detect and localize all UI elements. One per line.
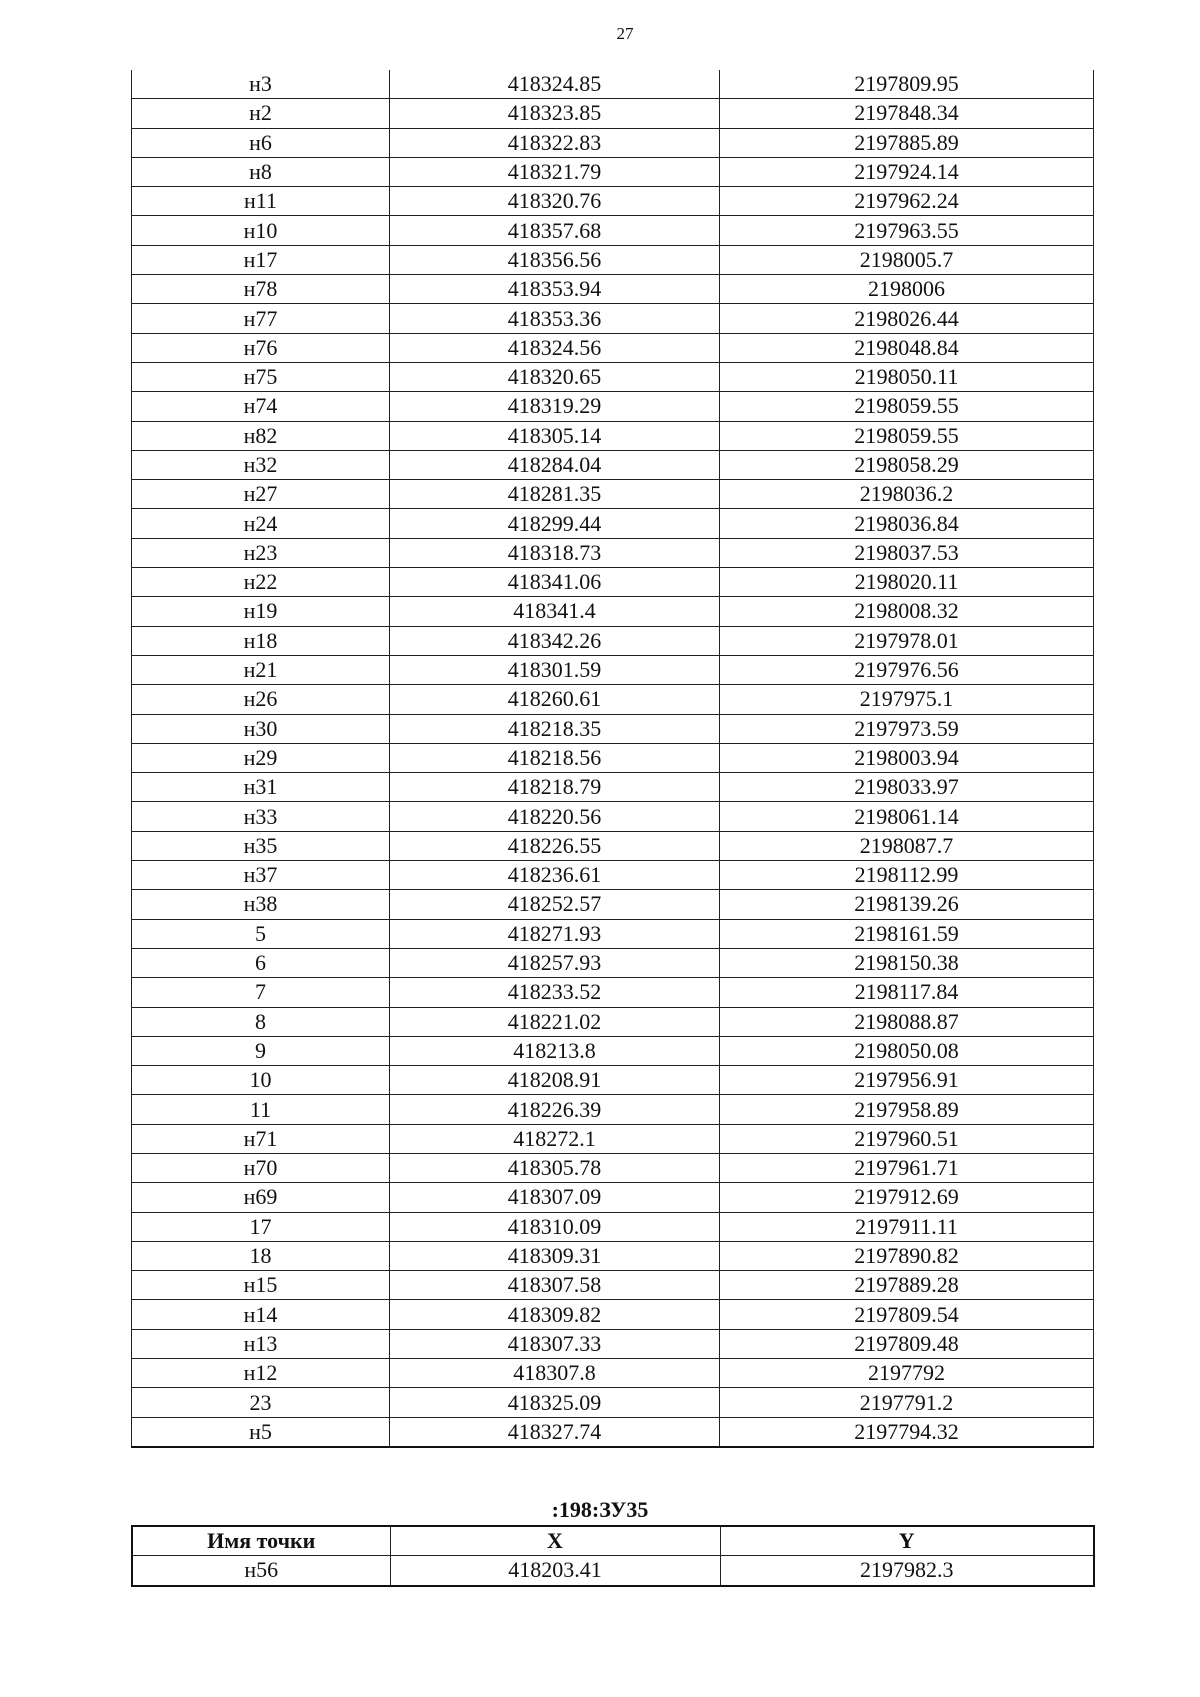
point-name-cell: н82	[132, 421, 390, 450]
table-row	[132, 1124, 1094, 1153]
x-coordinate-cell: 418257.93	[390, 948, 720, 977]
x-coordinate-cell: 418327.74	[390, 1417, 720, 1447]
y-coordinate-cell: 2197978.01	[720, 626, 1094, 655]
point-name-cell: н33	[132, 802, 390, 831]
x-coordinate-cell: 418322.83	[390, 128, 720, 157]
x-coordinate-cell: 418309.31	[390, 1241, 720, 1270]
y-coordinate-cell: 2197912.69	[720, 1183, 1094, 1212]
x-coordinate-cell: 418353.94	[390, 275, 720, 304]
point-name-cell: н69	[132, 1183, 390, 1212]
header-point-name: Имя точки	[132, 1526, 390, 1556]
y-coordinate-cell: 2197962.24	[720, 187, 1094, 216]
point-name-cell: н71	[132, 1124, 390, 1153]
point-name-cell: н3	[132, 70, 390, 99]
x-coordinate-cell: 418305.14	[390, 421, 720, 450]
table-row	[132, 509, 1094, 538]
point-name-cell: н22	[132, 568, 390, 597]
table-row	[132, 1241, 1094, 1270]
point-name-cell: 6	[132, 948, 390, 977]
table-row	[132, 773, 1094, 802]
table-row	[132, 568, 1094, 597]
point-name-cell: 9	[132, 1036, 390, 1065]
y-coordinate-cell: 2198112.99	[720, 861, 1094, 890]
x-coordinate-cell: 418299.44	[390, 509, 720, 538]
point-name-cell: 18	[132, 1241, 390, 1270]
y-coordinate-cell: 2198006	[720, 275, 1094, 304]
table-row	[132, 1359, 1094, 1388]
table-row	[132, 978, 1094, 1007]
y-coordinate-cell: 2197889.28	[720, 1271, 1094, 1300]
x-coordinate-cell: 418208.91	[390, 1066, 720, 1095]
table-row	[132, 743, 1094, 772]
header-x: X	[390, 1526, 720, 1556]
y-coordinate-cell: 2198020.11	[720, 568, 1094, 597]
y-coordinate-cell: 2198117.84	[720, 978, 1094, 1007]
point-name-cell: н76	[132, 333, 390, 362]
point-name-cell: н19	[132, 597, 390, 626]
table-row	[132, 1095, 1094, 1124]
table-row	[132, 1271, 1094, 1300]
x-coordinate-cell: 418307.58	[390, 1271, 720, 1300]
y-coordinate-cell: 2198059.55	[720, 421, 1094, 450]
table-row	[132, 1329, 1094, 1358]
x-coordinate-cell: 418203.41	[390, 1556, 720, 1586]
table-row	[132, 450, 1094, 479]
x-coordinate-cell: 418284.04	[390, 450, 720, 479]
point-name-cell: н31	[132, 773, 390, 802]
table-row	[132, 216, 1094, 245]
x-coordinate-cell: 418272.1	[390, 1124, 720, 1153]
y-coordinate-cell: 2197958.89	[720, 1095, 1094, 1124]
point-name-cell: 8	[132, 1007, 390, 1036]
y-coordinate-cell: 2198088.87	[720, 1007, 1094, 1036]
x-coordinate-cell: 418323.85	[390, 99, 720, 128]
x-coordinate-cell: 418307.09	[390, 1183, 720, 1212]
x-coordinate-cell: 418281.35	[390, 480, 720, 509]
x-coordinate-cell: 418221.02	[390, 1007, 720, 1036]
y-coordinate-cell: 2197809.54	[720, 1300, 1094, 1329]
y-coordinate-cell: 2198033.97	[720, 773, 1094, 802]
x-coordinate-cell: 418324.85	[390, 70, 720, 99]
y-coordinate-cell: 2197809.95	[720, 70, 1094, 99]
point-name-cell: н74	[132, 392, 390, 421]
x-coordinate-cell: 418341.4	[390, 597, 720, 626]
table-row	[132, 1417, 1094, 1447]
x-coordinate-cell: 418357.68	[390, 216, 720, 245]
x-coordinate-cell: 418321.79	[390, 157, 720, 186]
point-name-cell: н2	[132, 99, 390, 128]
y-coordinate-cell: 2198036.84	[720, 509, 1094, 538]
x-coordinate-cell: 418341.06	[390, 568, 720, 597]
y-coordinate-cell: 2198058.29	[720, 450, 1094, 479]
point-name-cell: 5	[132, 919, 390, 948]
point-name-cell: н13	[132, 1329, 390, 1358]
point-name-cell: н26	[132, 685, 390, 714]
y-coordinate-cell: 2197976.56	[720, 655, 1094, 684]
x-coordinate-cell: 418236.61	[390, 861, 720, 890]
x-coordinate-cell: 418271.93	[390, 919, 720, 948]
y-coordinate-cell: 2197960.51	[720, 1124, 1094, 1153]
point-name-cell: н37	[132, 861, 390, 890]
table-row	[132, 655, 1094, 684]
table-row	[132, 245, 1094, 274]
table-row	[132, 362, 1094, 391]
table-row	[132, 714, 1094, 743]
x-coordinate-cell: 418356.56	[390, 245, 720, 274]
x-coordinate-cell: 418310.09	[390, 1212, 720, 1241]
table-row	[132, 128, 1094, 157]
x-coordinate-cell: 418318.73	[390, 538, 720, 567]
table-row	[132, 1556, 1094, 1586]
y-coordinate-cell: 2198139.26	[720, 890, 1094, 919]
point-name-cell: н18	[132, 626, 390, 655]
x-coordinate-cell: 418307.8	[390, 1359, 720, 1388]
y-coordinate-cell: 2198059.55	[720, 392, 1094, 421]
y-coordinate-cell: 2198161.59	[720, 919, 1094, 948]
table-row	[132, 831, 1094, 860]
table-row	[132, 99, 1094, 128]
x-coordinate-cell: 418342.26	[390, 626, 720, 655]
y-coordinate-cell: 2197885.89	[720, 128, 1094, 157]
table-row	[132, 685, 1094, 714]
y-coordinate-cell: 2197791.2	[720, 1388, 1094, 1417]
point-name-cell: н78	[132, 275, 390, 304]
table-row	[132, 392, 1094, 421]
table-row	[132, 275, 1094, 304]
point-name-cell: н24	[132, 509, 390, 538]
y-coordinate-cell: 2198005.7	[720, 245, 1094, 274]
y-coordinate-cell: 2198087.7	[720, 831, 1094, 860]
x-coordinate-cell: 418218.56	[390, 743, 720, 772]
point-name-cell: н77	[132, 304, 390, 333]
y-coordinate-cell: 2198036.2	[720, 480, 1094, 509]
table-row	[132, 421, 1094, 450]
point-name-cell: н35	[132, 831, 390, 860]
point-name-cell: н29	[132, 743, 390, 772]
table-row	[132, 948, 1094, 977]
y-coordinate-cell: 2197794.32	[720, 1417, 1094, 1447]
coordinates-table-2	[131, 1525, 1095, 1587]
point-name-cell: н32	[132, 450, 390, 479]
point-name-cell: н56	[132, 1556, 390, 1586]
table-row	[132, 304, 1094, 333]
x-coordinate-cell: 418301.59	[390, 655, 720, 684]
point-name-cell: н11	[132, 187, 390, 216]
x-coordinate-cell: 418220.56	[390, 802, 720, 831]
x-coordinate-cell: 418319.29	[390, 392, 720, 421]
point-name-cell: 10	[132, 1066, 390, 1095]
y-coordinate-cell: 2197982.3	[720, 1556, 1094, 1586]
table-row	[132, 1212, 1094, 1241]
point-name-cell: н21	[132, 655, 390, 684]
table-row	[132, 1300, 1094, 1329]
table-row	[132, 333, 1094, 362]
y-coordinate-cell: 2198050.08	[720, 1036, 1094, 1065]
table-row	[132, 1007, 1094, 1036]
y-coordinate-cell: 2198061.14	[720, 802, 1094, 831]
y-coordinate-cell: 2197961.71	[720, 1153, 1094, 1182]
y-coordinate-cell: 2197848.34	[720, 99, 1094, 128]
x-coordinate-cell: 418218.35	[390, 714, 720, 743]
x-coordinate-cell: 418325.09	[390, 1388, 720, 1417]
point-name-cell: 7	[132, 978, 390, 1007]
x-coordinate-cell: 418260.61	[390, 685, 720, 714]
table-row	[132, 157, 1094, 186]
y-coordinate-cell: 2197956.91	[720, 1066, 1094, 1095]
table-row	[132, 70, 1094, 99]
x-coordinate-cell: 418324.56	[390, 333, 720, 362]
table-row	[132, 1036, 1094, 1065]
y-coordinate-cell: 2197975.1	[720, 685, 1094, 714]
x-coordinate-cell: 418305.78	[390, 1153, 720, 1182]
y-coordinate-cell: 2197963.55	[720, 216, 1094, 245]
header-y: Y	[720, 1526, 1094, 1556]
y-coordinate-cell: 2198037.53	[720, 538, 1094, 567]
y-coordinate-cell: 2198050.11	[720, 362, 1094, 391]
x-coordinate-cell: 418226.39	[390, 1095, 720, 1124]
table-row	[132, 1183, 1094, 1212]
coordinates-table-2-body	[132, 1556, 1094, 1586]
y-coordinate-cell: 2198150.38	[720, 948, 1094, 977]
point-name-cell: 17	[132, 1212, 390, 1241]
y-coordinate-cell: 2197792	[720, 1359, 1094, 1388]
table-row	[132, 187, 1094, 216]
x-coordinate-cell: 418307.33	[390, 1329, 720, 1358]
table-header-row	[132, 1526, 1094, 1556]
table-row	[132, 1388, 1094, 1417]
point-name-cell: н75	[132, 362, 390, 391]
coordinates-table-body	[132, 70, 1094, 1447]
point-name-cell: н5	[132, 1417, 390, 1447]
x-coordinate-cell: 418320.76	[390, 187, 720, 216]
y-coordinate-cell: 2198003.94	[720, 743, 1094, 772]
x-coordinate-cell: 418233.52	[390, 978, 720, 1007]
table-row	[132, 1153, 1094, 1182]
table-row	[132, 597, 1094, 626]
section-title: :198:ЗУ35	[551, 1497, 649, 1522]
point-name-cell: н12	[132, 1359, 390, 1388]
point-name-cell: н8	[132, 157, 390, 186]
y-coordinate-cell: 2198026.44	[720, 304, 1094, 333]
x-coordinate-cell: 418353.36	[390, 304, 720, 333]
y-coordinate-cell: 2197911.11	[720, 1212, 1094, 1241]
table-row	[132, 538, 1094, 567]
y-coordinate-cell: 2197890.82	[720, 1241, 1094, 1270]
table-row	[132, 919, 1094, 948]
x-coordinate-cell: 418252.57	[390, 890, 720, 919]
y-coordinate-cell: 2198048.84	[720, 333, 1094, 362]
point-name-cell: 23	[132, 1388, 390, 1417]
coordinates-table	[131, 70, 1094, 1448]
table-row	[132, 626, 1094, 655]
table-row	[132, 1066, 1094, 1095]
y-coordinate-cell: 2197809.48	[720, 1329, 1094, 1358]
x-coordinate-cell: 418320.65	[390, 362, 720, 391]
x-coordinate-cell: 418309.82	[390, 1300, 720, 1329]
point-name-cell: н14	[132, 1300, 390, 1329]
point-name-cell: н23	[132, 538, 390, 567]
point-name-cell: 11	[132, 1095, 390, 1124]
point-name-cell: н38	[132, 890, 390, 919]
point-name-cell: н27	[132, 480, 390, 509]
x-coordinate-cell: 418218.79	[390, 773, 720, 802]
point-name-cell: н15	[132, 1271, 390, 1300]
point-name-cell: н10	[132, 216, 390, 245]
table-row	[132, 890, 1094, 919]
table-row	[132, 861, 1094, 890]
point-name-cell: н70	[132, 1153, 390, 1182]
y-coordinate-cell: 2197973.59	[720, 714, 1094, 743]
y-coordinate-cell: 2198008.32	[720, 597, 1094, 626]
x-coordinate-cell: 418226.55	[390, 831, 720, 860]
table-row	[132, 480, 1094, 509]
point-name-cell: н30	[132, 714, 390, 743]
table-row	[132, 802, 1094, 831]
x-coordinate-cell: 418213.8	[390, 1036, 720, 1065]
y-coordinate-cell: 2197924.14	[720, 157, 1094, 186]
point-name-cell: н17	[132, 245, 390, 274]
point-name-cell: н6	[132, 128, 390, 157]
page-number: 27	[616, 24, 634, 43]
